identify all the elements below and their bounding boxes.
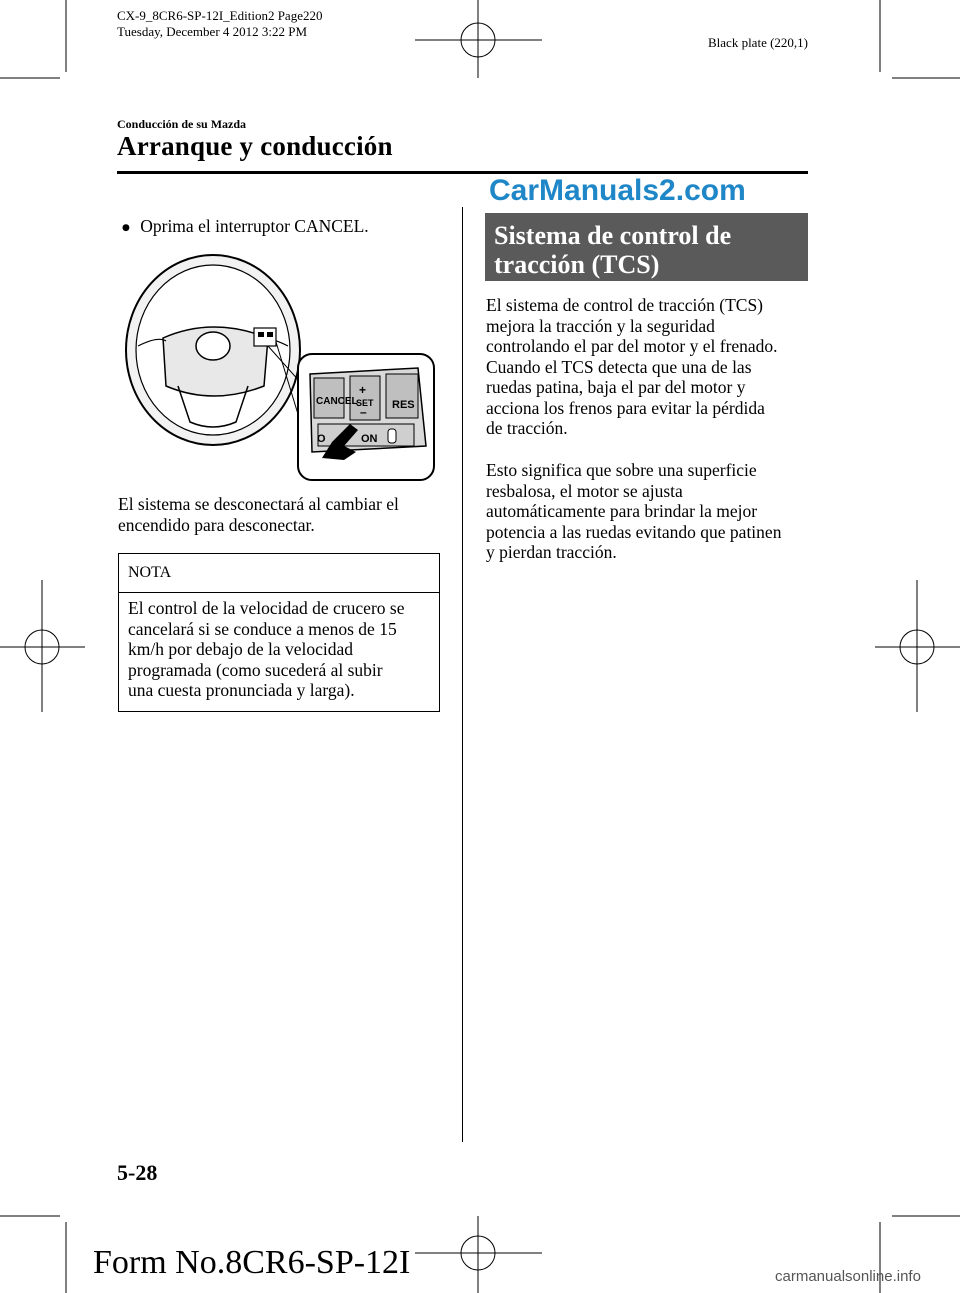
- note-box: [118, 553, 440, 712]
- bullet-symbol: ●: [122, 223, 130, 233]
- note-line: cancelará si se conduce a menos de 15: [128, 618, 397, 639]
- text-line: resbalosa, el motor se ajusta: [486, 480, 683, 501]
- steering-wheel-figure: [118, 246, 438, 484]
- file-info-line1: CX-9_8CR6-SP-12I_Edition2 Page220: [117, 8, 323, 23]
- text-line: potencia a las ruedas evitando que patinen: [486, 521, 782, 542]
- file-info-line2: Tuesday, December 4 2012 3:22 PM: [117, 24, 308, 39]
- note-line: programada (como sucederá al subir: [128, 659, 383, 680]
- text-line: controlando el par del motor y el frenado.: [486, 336, 778, 356]
- set-label: SET: [356, 398, 374, 408]
- text-line: y pierdan tracción.: [486, 542, 617, 562]
- page-number: 5-28: [117, 1160, 158, 1185]
- tcs-title-line2: tracción (TCS): [494, 250, 660, 279]
- on-label: ON: [361, 433, 378, 445]
- off-label: O: [317, 433, 326, 445]
- text-line: mejora la tracción y la seguridad: [486, 315, 715, 336]
- tcs-paragraph-2: [486, 460, 781, 563]
- carmanualsonline-watermark: carmanualsonline.info: [775, 1268, 921, 1285]
- carmanuals-watermark: CarManuals2.com: [489, 174, 746, 207]
- text-line: automáticamente para brindar la mejor: [486, 501, 758, 521]
- tcs-title-line1: Sistema de control de: [494, 221, 732, 250]
- paragraph-line1: El sistema se desconectará al cambiar el: [118, 494, 399, 514]
- text-line: acciona los frenos para evitar la pérdida: [486, 397, 765, 418]
- note-line: El control de la velocidad de crucero se: [128, 598, 405, 618]
- bullet-text: Oprima el interruptor CANCEL.: [140, 216, 369, 236]
- wheel-emblem: [196, 332, 230, 360]
- text-line: ruedas patina, baja el par del motor y: [486, 377, 746, 397]
- paragraph-line2: encendido para desconectar.: [118, 515, 315, 535]
- plate-info: Black plate (220,1): [708, 35, 808, 50]
- note-line: km/h por debajo de la velocidad: [128, 639, 353, 659]
- minus-label: –: [360, 405, 367, 419]
- form-number: Form No.8CR6-SP-12I: [93, 1244, 411, 1281]
- text-line: Cuando el TCS detecta que una de las: [486, 356, 752, 377]
- res-label: RES: [392, 399, 415, 411]
- bullet-item: [122, 216, 369, 239]
- tcs-heading-box: [485, 213, 808, 281]
- column-divider: [462, 207, 463, 1142]
- section-label: Conducción de su Mazda: [117, 117, 247, 131]
- text-line: Esto significa que sobre una superficie: [486, 460, 757, 480]
- text-line: El sistema de control de tracción (TCS): [486, 295, 764, 315]
- chapter-title: Arranque y conducción: [117, 131, 393, 161]
- note-line: una cuesta pronunciada y larga).: [128, 680, 355, 700]
- plus-label: +: [359, 383, 367, 397]
- tcs-paragraph-1: [486, 295, 778, 439]
- text-line: de tracción.: [486, 418, 568, 438]
- note-heading: NOTA: [128, 564, 172, 581]
- cancel-button-label: CANCEL: [316, 396, 358, 407]
